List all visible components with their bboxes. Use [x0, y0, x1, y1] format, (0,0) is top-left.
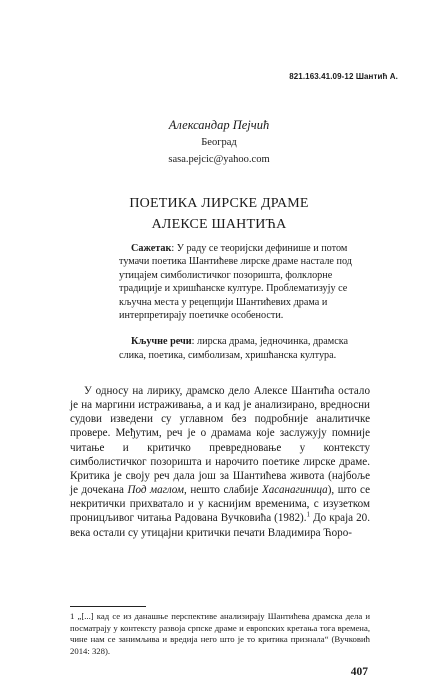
abstract-label: Сажетак: [131, 243, 172, 254]
body-text: [70, 384, 370, 540]
page-number: 407: [350, 666, 368, 678]
footnote-text: 1 „[...] кад се из данашње перспективе анализирају Шантићева драмска дела и посматрају у контексту развоја српске драме и европских кретања тога времена, чине нам се занимљива и вредија него што је то критика признала“ (Вучковић 2014: 328).: [70, 611, 370, 656]
author-name: Александар Пејчић: [168, 118, 270, 132]
footnote-rule: [70, 606, 146, 607]
body-paragraph: [70, 384, 370, 540]
keywords-text: : лирска драма, једночинка, драмска слика, поетика, симболизам, хришћанска култура.: [119, 336, 349, 361]
footnote: [70, 611, 370, 657]
body-text-run: , нешто слабије: [184, 484, 262, 497]
author-email: sasa.pejcic@yahoo.com: [168, 154, 270, 165]
abstract-paragraph: [119, 242, 374, 322]
author-affiliation: Београд: [201, 137, 237, 148]
article-title: [0, 193, 438, 235]
body-text-run: До краја 20. века остали су утицајни критички печати Владимира Ћоро-: [70, 512, 370, 539]
body-text-run: ), што се некритички прихватало и у каснијим временима, с изузетком проницљивог читања Радована Вучковића (1982).: [70, 484, 370, 525]
body-text-run: У односу на лирику, драмско дело Алексе Шантића остало је на маргини истраживања, а и кад је анализирано, вредносни судови изведени су углавном без подробније аналитичке провере. Међутим, реч је о драмама које заслужују помније читање и критичко превредновање у контексту симболистичког позоришта и нарочито поетике лирске драме. Критика је своју реч дала још за Шантићева живота (најбоље је дочекана: [70, 385, 370, 497]
udc-code: 821.163.41.09-12 Шантић А.: [289, 72, 398, 81]
author-block: [0, 117, 438, 168]
keywords-label: Кључне речи: [131, 336, 192, 348]
italic-title-hasanaginica: Хасанагиница: [261, 484, 328, 497]
title-line-2: АЛЕКСЕ ШАНТИЋА: [151, 217, 287, 232]
italic-title-pod-maglom: Под маглом: [127, 484, 185, 497]
keywords-paragraph: [119, 335, 374, 362]
title-line-1: ПОЕТИКА ЛИРСКЕ ДРАМЕ: [129, 196, 309, 211]
abstract: [119, 242, 374, 362]
footnote-reference: 1: [306, 510, 311, 519]
abstract-text: : У раду се теоријски дефинише и потом тумачи поетика Шантићеве лирске драме настале под утицајем симболистичког позоришта, фолклорне традиције и хришћанске културе. Проблематизују се кључна места у рецепцији Шантићевих драма и интерпретирају поетичке особености.: [119, 243, 352, 322]
